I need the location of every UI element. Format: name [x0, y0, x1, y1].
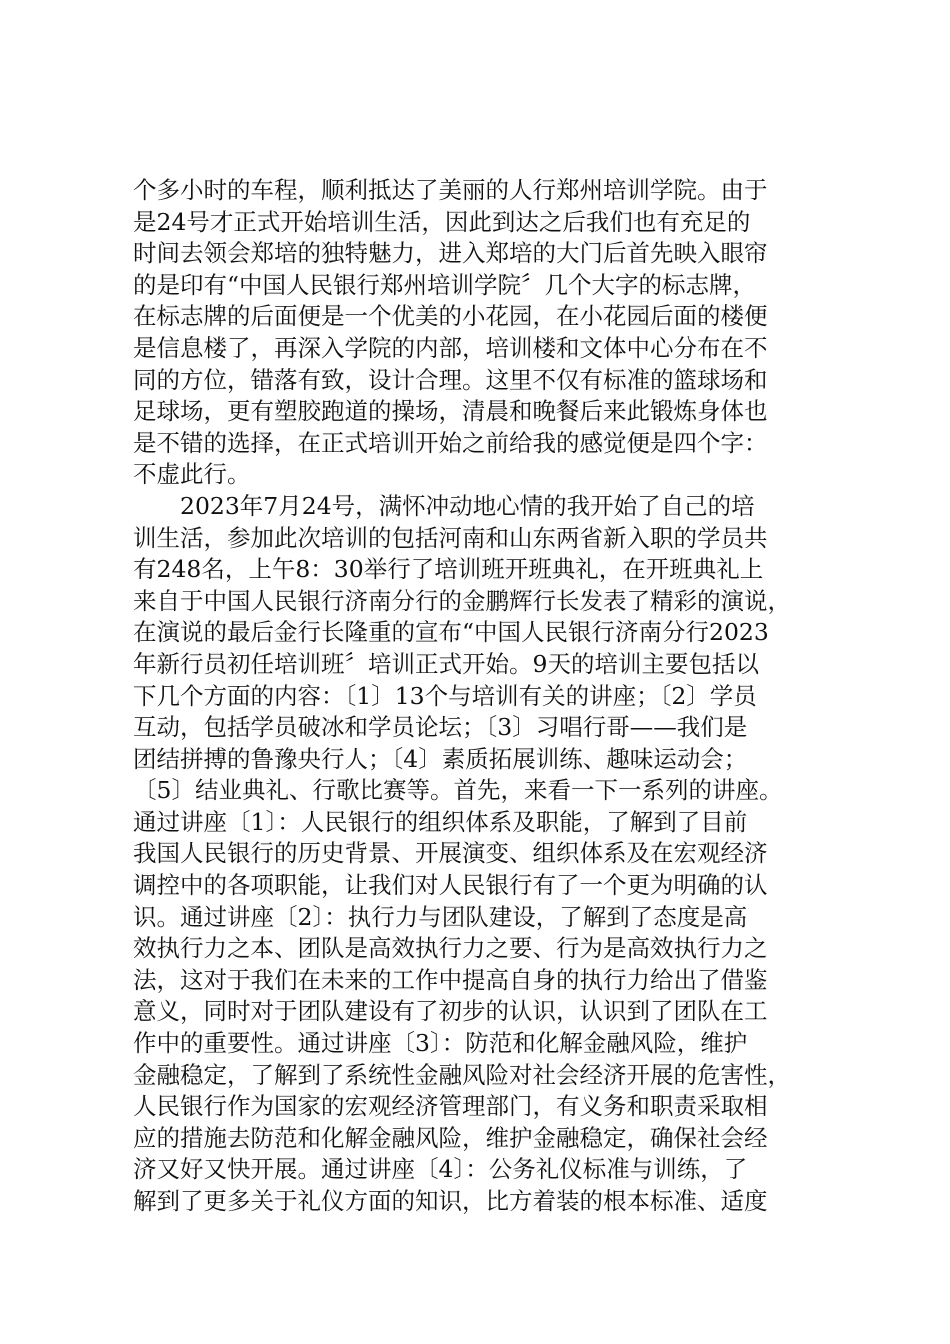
text-line: 识。通过讲座〔2〕：执行力与团队建设，了解到了态度是高 [133, 902, 748, 931]
paragraph-start-line: 2023年7月24号，满怀冲动地心情的我开始了自己的培 [180, 491, 755, 520]
text-line: 调控中的各项职能，让我们对人民银行有了一个更为明确的认 [133, 871, 768, 900]
text-line: 解到了更多关于礼仪方面的知识，比方着装的根本标准、适度 [133, 1187, 768, 1215]
text-line: 同的方位，错落有致，设计合理。这里不仅有标准的篮球场和 [133, 365, 768, 394]
text-line: 人民银行作为国家的宏观经济管理部门，有义务和职责采取相 [133, 1092, 768, 1121]
text-line: 通过讲座〔1〕：人民银行的组织体系及职能，了解到了目前 [133, 807, 748, 836]
text-line: 在标志牌的后面便是一个优美的小花园，在小花园后面的楼便 [133, 302, 768, 331]
text-line: 训生活，参加此次培训的包括河南和山东两省新入职的学员共 [133, 523, 768, 552]
text-line: 足球场，更有塑胶跑道的操场，清晨和晚餐后来此锻炼身体也 [133, 397, 768, 426]
text-line: 在演说的最后金行长隆重的宣布“中国人民银行济南分行2023 [133, 618, 769, 647]
text-line: 〔5〕结业典礼、行歌比赛等。首先，来看一下一系列的讲座。 [133, 776, 783, 805]
text-line: 是信息楼了，再深入学院的内部，培训楼和文体中心分布在不 [133, 333, 768, 362]
text-line: 效执行力之本、团队是高效执行力之要、行为是高效执行力之 [133, 934, 768, 963]
document-body-text [133, 175, 833, 1218]
text-line: 时间去领会郑培的独特魅力，进入郑培的大门后首先映入眼帘 [133, 239, 768, 268]
text-line: 互动，包括学员破冰和学员论坛；〔3〕习唱行哥——我们是 [133, 713, 748, 742]
text-line: 个多小时的车程，顺利抵达了美丽的人行郑州培训学院。由于 [133, 176, 768, 204]
text-line: 意义，同时对于团队建设有了初步的认识，认识到了团队在工 [133, 997, 768, 1026]
text-line: 法，这对于我们在未来的工作中提高自身的执行力给出了借鉴 [133, 965, 768, 994]
text-line: 团结拼搏的鲁豫央行人；〔4〕素质拓展训练、趣味运动会； [133, 744, 748, 773]
text-line: 不虚此行。 [133, 460, 251, 489]
text-line: 济又好又快开展。通过讲座〔4〕：公务礼仪标准与训练，了 [133, 1155, 748, 1184]
text-line: 下几个方面的内容：〔1〕13个与培训有关的讲座；〔2〕学员 [133, 681, 757, 710]
text-line: 应的措施去防范和化解金融风险，维护金融稳定，确保社会经 [133, 1123, 768, 1152]
text-line: 的是印有“中国人民银行郑州培训学院〞几个大字的标志牌， [133, 270, 757, 299]
text-line: 金融稳定，了解到了系统性金融风险对社会经济开展的危害性， [133, 1060, 791, 1089]
text-line: 年新行员初任培训班〞培训正式开始。9天的培训主要包括以 [133, 649, 759, 678]
text-line: 有248名，上午8：30举行了培训班开班典礼，在开班典礼上 [133, 555, 764, 584]
text-line: 我国人民银行的历史背景、开展演变、组织体系及在宏观经济 [133, 839, 768, 868]
text-line: 是24号才正式开始培训生活，因此到达之后我们也有充足的 [133, 207, 751, 236]
text-line: 是不错的选择，在正式培训开始之前给我的感觉便是四个字： [133, 428, 768, 457]
text-line: 作中的重要性。通过讲座〔3〕：防范和化解金融风险，维护 [133, 1029, 748, 1058]
text-line: 来自于中国人民银行济南分行的金鹏辉行长发表了精彩的演说， [133, 586, 791, 615]
